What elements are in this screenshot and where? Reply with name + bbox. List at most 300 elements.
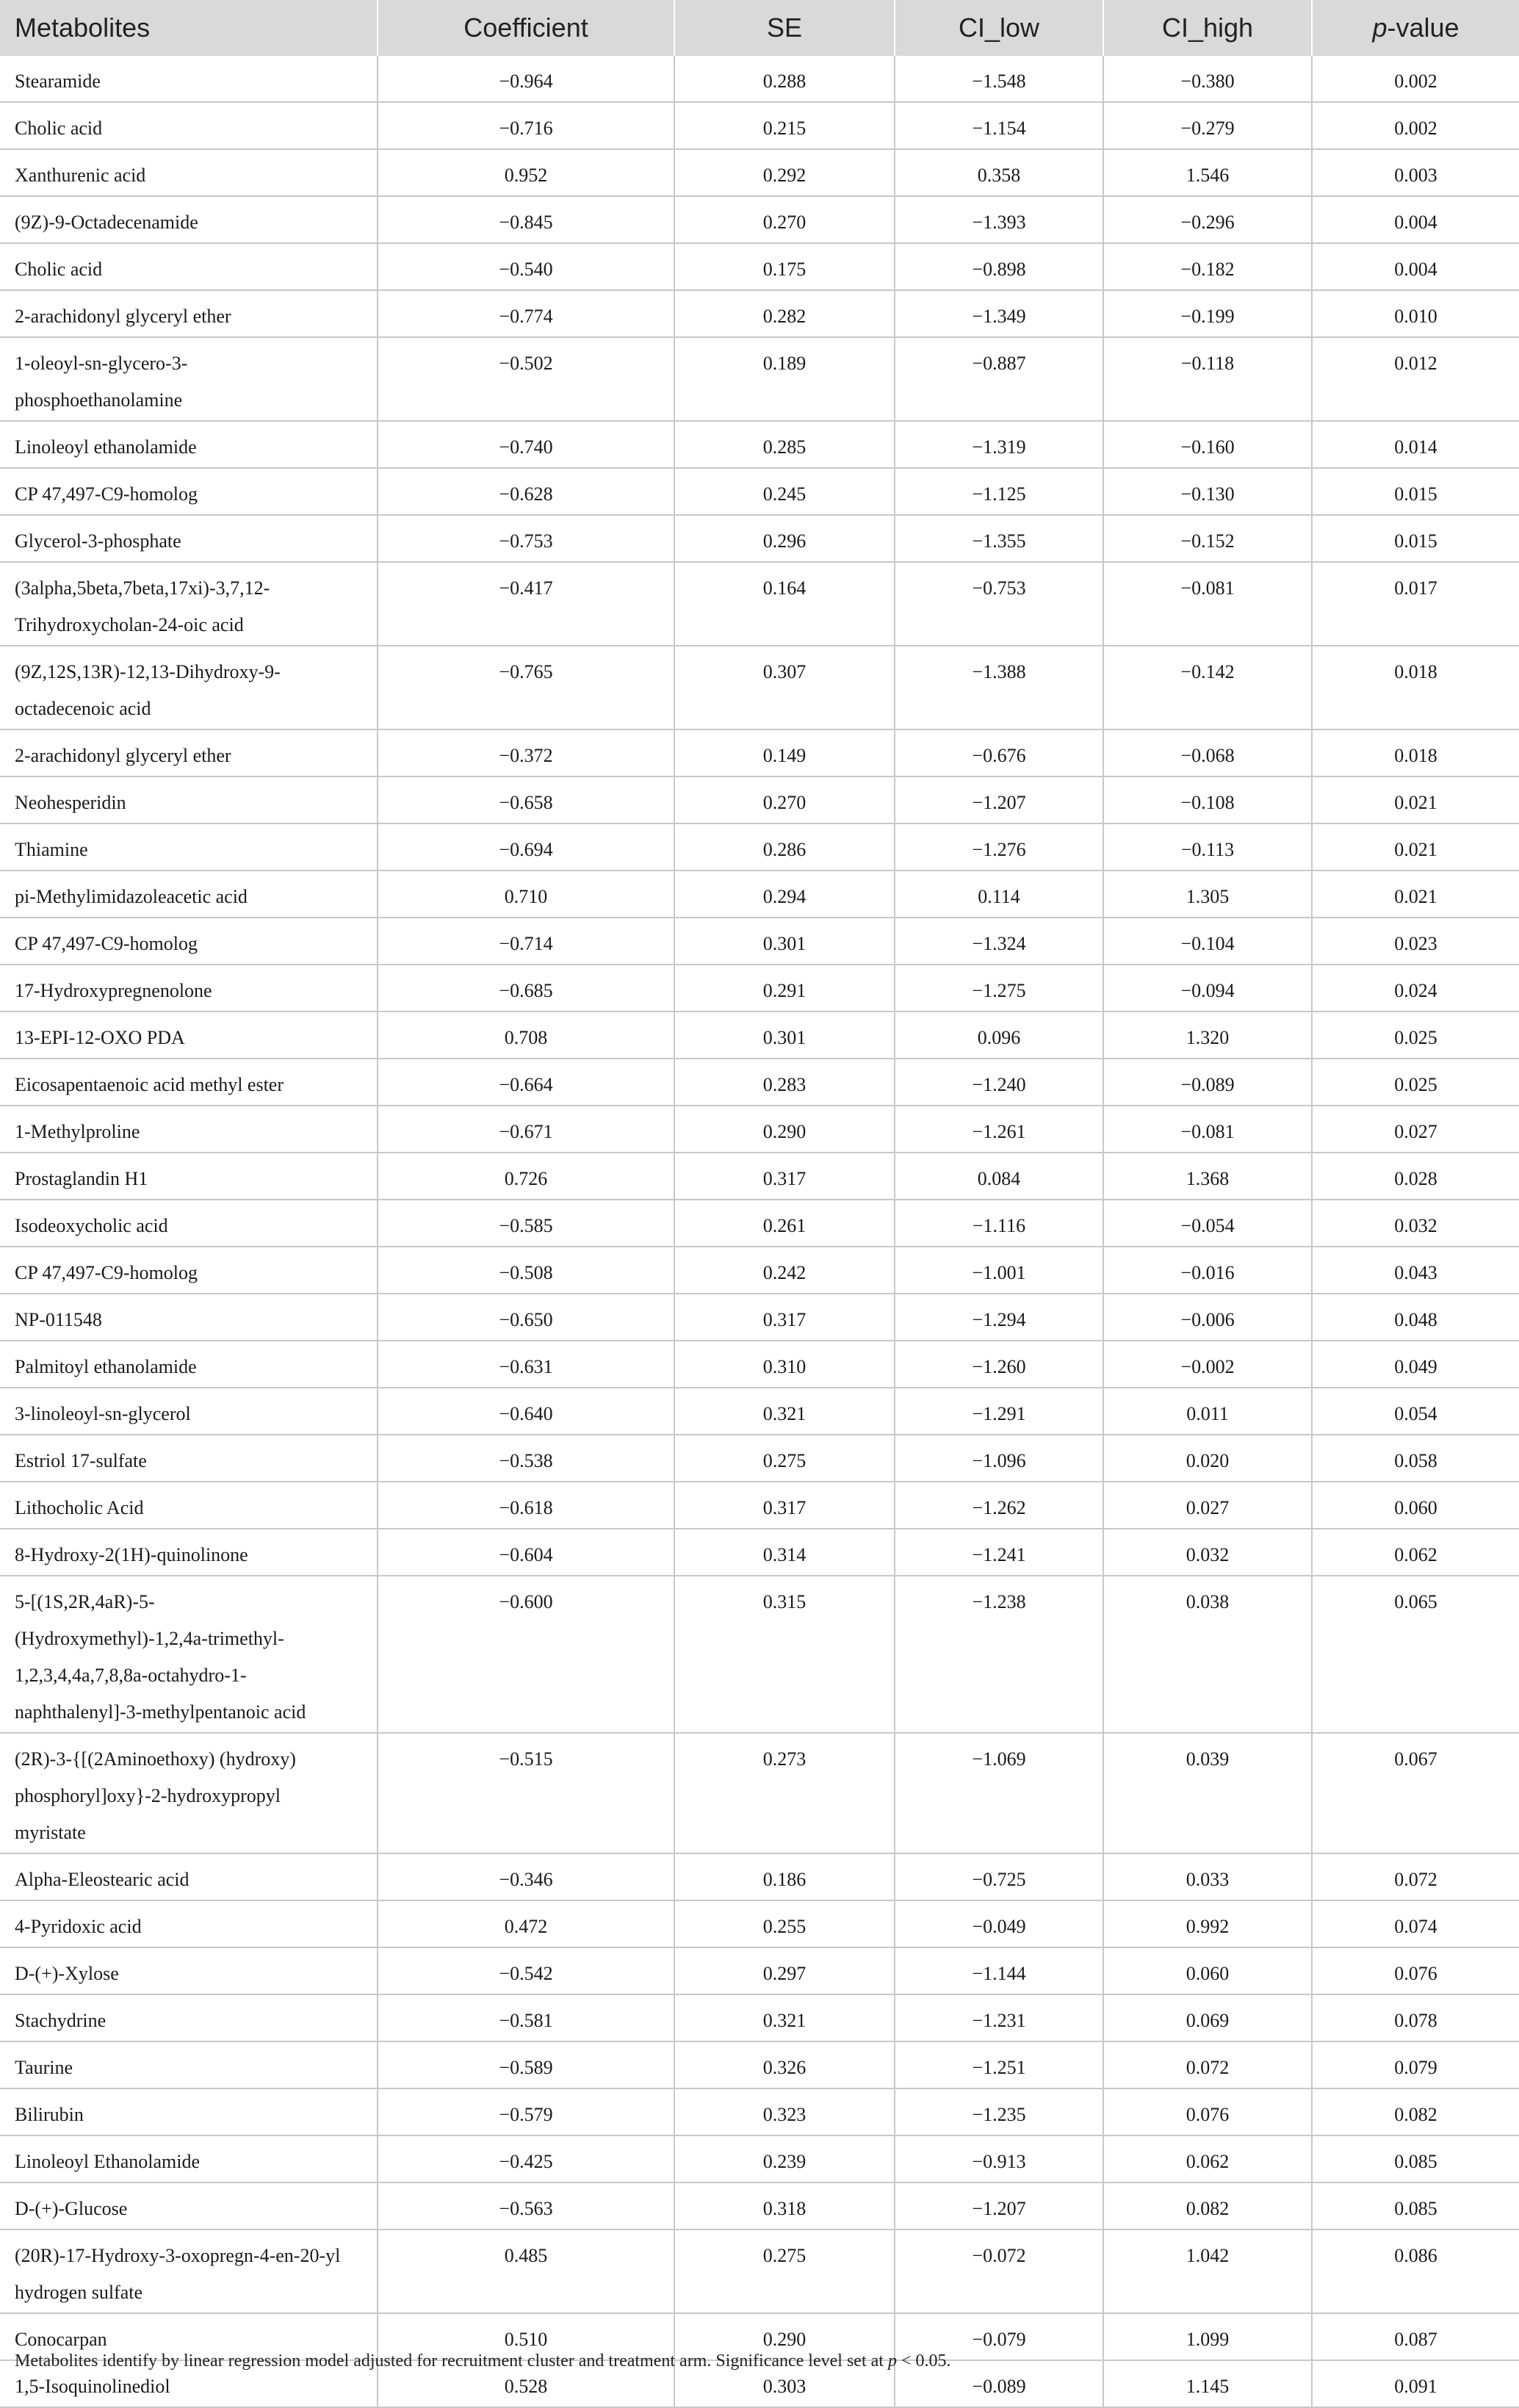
se-cell: 0.261 bbox=[674, 1200, 895, 1247]
p-value-cell: 0.079 bbox=[1312, 2041, 1519, 2088]
ci-low-cell: −0.089 bbox=[895, 2360, 1103, 2407]
ci-high-cell: −0.182 bbox=[1103, 243, 1312, 290]
ci-high-cell: 0.076 bbox=[1103, 2088, 1312, 2135]
coefficient-cell: −0.716 bbox=[378, 102, 674, 149]
metabolite-name: Glycerol-3-phosphate bbox=[0, 515, 378, 562]
coefficient-cell: 0.485 bbox=[378, 2229, 674, 2313]
p-value-cell: 0.027 bbox=[1312, 1106, 1519, 1153]
ci-low-cell: −1.275 bbox=[895, 965, 1103, 1012]
p-value-cell: 0.085 bbox=[1312, 2135, 1519, 2182]
table-row bbox=[0, 1482, 1519, 1529]
se-cell: 0.186 bbox=[674, 1853, 895, 1900]
se-cell: 0.286 bbox=[674, 823, 895, 870]
table-row bbox=[0, 1200, 1519, 1247]
table-row bbox=[0, 1900, 1519, 1947]
coefficient-cell: −0.964 bbox=[378, 56, 674, 102]
ci-low-cell: −0.079 bbox=[895, 2313, 1103, 2360]
footnote-p: p bbox=[887, 2351, 897, 2371]
se-cell: 0.321 bbox=[674, 1388, 895, 1435]
ci-low-cell: 0.358 bbox=[895, 149, 1103, 196]
metabolite-name: Alpha-Eleostearic acid bbox=[0, 1853, 378, 1900]
metabolite-name: Linoleoyl Ethanolamide bbox=[0, 2135, 378, 2182]
ci-high-cell: 0.020 bbox=[1103, 1435, 1312, 1482]
ci-low-cell: −0.753 bbox=[895, 562, 1103, 646]
se-cell: 0.301 bbox=[674, 1012, 895, 1059]
ci-low-cell: −1.319 bbox=[895, 421, 1103, 468]
se-cell: 0.275 bbox=[674, 2229, 895, 2313]
ci-low-cell: −1.388 bbox=[895, 646, 1103, 729]
table-row bbox=[0, 562, 1519, 646]
coefficient-cell: −0.372 bbox=[378, 729, 674, 776]
ci-low-cell: −1.294 bbox=[895, 1294, 1103, 1341]
ci-low-cell: −0.725 bbox=[895, 1853, 1103, 1900]
metabolite-name: (9Z)-9-Octadecenamide bbox=[0, 196, 378, 243]
header-se: SE bbox=[674, 0, 895, 56]
metabolite-name: Neohesperidin bbox=[0, 776, 378, 823]
ci-high-cell: 0.060 bbox=[1103, 1947, 1312, 1994]
coefficient-cell: 0.510 bbox=[378, 2313, 674, 2360]
table-row bbox=[0, 421, 1519, 468]
coefficient-cell: −0.685 bbox=[378, 965, 674, 1012]
se-cell: 0.290 bbox=[674, 1106, 895, 1153]
table-row bbox=[0, 468, 1519, 515]
metabolite-name: Eicosapentaenoic acid methyl ester bbox=[0, 1059, 378, 1106]
p-value-cell: 0.024 bbox=[1312, 965, 1519, 1012]
ci-low-cell: −0.913 bbox=[895, 2135, 1103, 2182]
ci-low-cell: −1.096 bbox=[895, 1435, 1103, 1482]
p-value-cell: 0.058 bbox=[1312, 1435, 1519, 1482]
metabolite-name: Palmitoyl ethanolamide bbox=[0, 1341, 378, 1388]
p-value-cell: 0.023 bbox=[1312, 918, 1519, 965]
se-cell: 0.282 bbox=[674, 290, 895, 337]
ci-high-cell: −0.296 bbox=[1103, 196, 1312, 243]
ci-low-cell: −0.049 bbox=[895, 1900, 1103, 1947]
ci-high-cell: −0.380 bbox=[1103, 56, 1312, 102]
table-row bbox=[0, 1247, 1519, 1294]
coefficient-cell: −0.845 bbox=[378, 196, 674, 243]
ci-high-cell: 0.033 bbox=[1103, 1853, 1312, 1900]
p-value-cell: 0.086 bbox=[1312, 2229, 1519, 2313]
se-cell: 0.273 bbox=[674, 1733, 895, 1853]
metabolite-name: 5-[(1S,2R,4aR)-5-(Hydroxymethyl)-1,2,4a-trimethyl-1,2,3,4,4a,7,8,8a-octahydro-1-naphthalenyl]-3-methylpentanoic acid bbox=[0, 1576, 378, 1733]
p-value-cell: 0.004 bbox=[1312, 243, 1519, 290]
ci-high-cell: 1.546 bbox=[1103, 149, 1312, 196]
coefficient-cell: −0.589 bbox=[378, 2041, 674, 2088]
coefficient-cell: −0.538 bbox=[378, 1435, 674, 1482]
coefficient-cell: 0.472 bbox=[378, 1900, 674, 1947]
p-value-cell: 0.025 bbox=[1312, 1012, 1519, 1059]
ci-low-cell: −1.238 bbox=[895, 1576, 1103, 1733]
ci-high-cell: −0.002 bbox=[1103, 1341, 1312, 1388]
ci-low-cell: −1.144 bbox=[895, 1947, 1103, 1994]
metabolite-name: (3alpha,5beta,7beta,17xi)-3,7,12-Trihydroxycholan-24-oic acid bbox=[0, 562, 378, 646]
metabolite-name: Isodeoxycholic acid bbox=[0, 1200, 378, 1247]
table-row bbox=[0, 729, 1519, 776]
metabolite-name: 3-linoleoyl-sn-glycerol bbox=[0, 1388, 378, 1435]
p-value-cell: 0.015 bbox=[1312, 515, 1519, 562]
se-cell: 0.283 bbox=[674, 1059, 895, 1106]
p-value-cell: 0.014 bbox=[1312, 421, 1519, 468]
table-row bbox=[0, 1059, 1519, 1106]
ci-high-cell: −0.108 bbox=[1103, 776, 1312, 823]
table-row bbox=[0, 290, 1519, 337]
se-cell: 0.239 bbox=[674, 2135, 895, 2182]
header-row bbox=[0, 0, 1519, 56]
header-p-value bbox=[1312, 0, 1519, 56]
ci-low-cell: −1.251 bbox=[895, 2041, 1103, 2088]
ci-high-cell: −0.068 bbox=[1103, 729, 1312, 776]
table-row bbox=[0, 1388, 1519, 1435]
coefficient-cell: −0.740 bbox=[378, 421, 674, 468]
metabolite-name: 1-oleoyl-sn-glycero-3-phosphoethanolamine bbox=[0, 337, 378, 421]
metabolite-name: Lithocholic Acid bbox=[0, 1482, 378, 1529]
p-value-cell: 0.002 bbox=[1312, 102, 1519, 149]
ci-high-cell: 0.032 bbox=[1103, 1529, 1312, 1576]
ci-low-cell: −1.235 bbox=[895, 2088, 1103, 2135]
se-cell: 0.310 bbox=[674, 1341, 895, 1388]
coefficient-cell: −0.658 bbox=[378, 776, 674, 823]
ci-high-cell: 1.320 bbox=[1103, 1012, 1312, 1059]
table-row bbox=[0, 1012, 1519, 1059]
table-row bbox=[0, 870, 1519, 918]
ci-high-cell: −0.016 bbox=[1103, 1247, 1312, 1294]
coefficient-cell: −0.600 bbox=[378, 1576, 674, 1733]
se-cell: 0.296 bbox=[674, 515, 895, 562]
coefficient-cell: −0.765 bbox=[378, 646, 674, 729]
ci-high-cell: 1.099 bbox=[1103, 2313, 1312, 2360]
ci-low-cell: −1.260 bbox=[895, 1341, 1103, 1388]
header-p-rest: -value bbox=[1387, 12, 1460, 43]
table-row bbox=[0, 243, 1519, 290]
table-row bbox=[0, 337, 1519, 421]
metabolite-name: Cholic acid bbox=[0, 243, 378, 290]
ci-high-cell: −0.081 bbox=[1103, 562, 1312, 646]
p-value-cell: 0.004 bbox=[1312, 196, 1519, 243]
se-cell: 0.270 bbox=[674, 196, 895, 243]
p-value-cell: 0.076 bbox=[1312, 1947, 1519, 1994]
ci-low-cell: −1.349 bbox=[895, 290, 1103, 337]
coefficient-cell: −0.540 bbox=[378, 243, 674, 290]
se-cell: 0.321 bbox=[674, 1994, 895, 2041]
metabolite-name: 8-Hydroxy-2(1H)-quinolinone bbox=[0, 1529, 378, 1576]
p-value-cell: 0.072 bbox=[1312, 1853, 1519, 1900]
metabolite-name: pi-Methylimidazoleacetic acid bbox=[0, 870, 378, 918]
metabolite-name: Stearamide bbox=[0, 56, 378, 102]
metabolite-name: CP 47,497-C9-homolog bbox=[0, 918, 378, 965]
metabolite-name: Prostaglandin H1 bbox=[0, 1153, 378, 1200]
ci-low-cell: −1.548 bbox=[895, 56, 1103, 102]
table-row bbox=[0, 1576, 1519, 1733]
p-value-cell: 0.074 bbox=[1312, 1900, 1519, 1947]
ci-high-cell: −0.054 bbox=[1103, 1200, 1312, 1247]
table-footnote bbox=[15, 2350, 950, 2372]
table-row bbox=[0, 776, 1519, 823]
table-row bbox=[0, 2229, 1519, 2313]
ci-high-cell: −0.118 bbox=[1103, 337, 1312, 421]
coefficient-cell: −0.581 bbox=[378, 1994, 674, 2041]
ci-high-cell: 1.368 bbox=[1103, 1153, 1312, 1200]
ci-high-cell: −0.152 bbox=[1103, 515, 1312, 562]
header-coefficient: Coefficient bbox=[378, 0, 674, 56]
metabolite-name: 13-EPI-12-OXO PDA bbox=[0, 1012, 378, 1059]
coefficient-cell: −0.417 bbox=[378, 562, 674, 646]
ci-low-cell: −0.887 bbox=[895, 337, 1103, 421]
p-value-cell: 0.060 bbox=[1312, 1482, 1519, 1529]
ci-high-cell: −0.094 bbox=[1103, 965, 1312, 1012]
table-row bbox=[0, 918, 1519, 965]
se-cell: 0.323 bbox=[674, 2088, 895, 2135]
ci-high-cell: 0.039 bbox=[1103, 1733, 1312, 1853]
table-row bbox=[0, 646, 1519, 729]
ci-low-cell: −1.240 bbox=[895, 1059, 1103, 1106]
ci-low-cell: −1.393 bbox=[895, 196, 1103, 243]
coefficient-cell: −0.631 bbox=[378, 1341, 674, 1388]
se-cell: 0.285 bbox=[674, 421, 895, 468]
table-row bbox=[0, 1853, 1519, 1900]
p-value-cell: 0.025 bbox=[1312, 1059, 1519, 1106]
table-row bbox=[0, 515, 1519, 562]
metabolite-name: Thiamine bbox=[0, 823, 378, 870]
ci-low-cell: −1.291 bbox=[895, 1388, 1103, 1435]
metabolite-name: 2-arachidonyl glyceryl ether bbox=[0, 729, 378, 776]
coefficient-cell: −0.664 bbox=[378, 1059, 674, 1106]
p-value-cell: 0.028 bbox=[1312, 1153, 1519, 1200]
coefficient-cell: −0.346 bbox=[378, 1853, 674, 1900]
ci-high-cell: −0.113 bbox=[1103, 823, 1312, 870]
ci-high-cell: 0.027 bbox=[1103, 1482, 1312, 1529]
table-row bbox=[0, 823, 1519, 870]
p-value-cell: 0.018 bbox=[1312, 646, 1519, 729]
ci-low-cell: −1.262 bbox=[895, 1482, 1103, 1529]
se-cell: 0.301 bbox=[674, 918, 895, 965]
ci-low-cell: −1.207 bbox=[895, 776, 1103, 823]
se-cell: 0.307 bbox=[674, 646, 895, 729]
p-value-cell: 0.049 bbox=[1312, 1341, 1519, 1388]
se-cell: 0.270 bbox=[674, 776, 895, 823]
footnote-text: Metabolites identify by linear regression model adjusted for recruitment cluster and treatment arm. Significance level set at bbox=[15, 2351, 888, 2371]
header-ci-low: CI_low bbox=[895, 0, 1103, 56]
se-cell: 0.245 bbox=[674, 468, 895, 515]
p-value-cell: 0.054 bbox=[1312, 1388, 1519, 1435]
se-cell: 0.317 bbox=[674, 1482, 895, 1529]
table-header bbox=[0, 0, 1519, 56]
coefficient-cell: −0.753 bbox=[378, 515, 674, 562]
p-value-cell: 0.010 bbox=[1312, 290, 1519, 337]
se-cell: 0.189 bbox=[674, 337, 895, 421]
header-ci-high: CI_high bbox=[1103, 0, 1312, 56]
p-value-cell: 0.015 bbox=[1312, 468, 1519, 515]
metabolite-name: Xanthurenic acid bbox=[0, 149, 378, 196]
coefficient-cell: −0.502 bbox=[378, 337, 674, 421]
ci-low-cell: −1.069 bbox=[895, 1733, 1103, 1853]
se-cell: 0.175 bbox=[674, 243, 895, 290]
ci-high-cell: 1.305 bbox=[1103, 870, 1312, 918]
p-value-cell: 0.087 bbox=[1312, 2313, 1519, 2360]
se-cell: 0.315 bbox=[674, 1576, 895, 1733]
ci-high-cell: −0.006 bbox=[1103, 1294, 1312, 1341]
table-row bbox=[0, 2182, 1519, 2229]
metabolite-name: Bilirubin bbox=[0, 2088, 378, 2135]
ci-low-cell: −1.261 bbox=[895, 1106, 1103, 1153]
metabolite-name: 4-Pyridoxic acid bbox=[0, 1900, 378, 1947]
table-row bbox=[0, 56, 1519, 102]
se-cell: 0.314 bbox=[674, 1529, 895, 1576]
coefficient-cell: −0.650 bbox=[378, 1294, 674, 1341]
coefficient-cell: −0.671 bbox=[378, 1106, 674, 1153]
se-cell: 0.297 bbox=[674, 1947, 895, 1994]
p-value-cell: 0.048 bbox=[1312, 1294, 1519, 1341]
ci-low-cell: −1.324 bbox=[895, 918, 1103, 965]
ci-low-cell: 0.084 bbox=[895, 1153, 1103, 1200]
ci-high-cell: −0.081 bbox=[1103, 1106, 1312, 1153]
metabolite-name: NP-011548 bbox=[0, 1294, 378, 1341]
p-value-cell: 0.062 bbox=[1312, 1529, 1519, 1576]
metabolite-name: 17-Hydroxypregnenolone bbox=[0, 965, 378, 1012]
ci-high-cell: 0.062 bbox=[1103, 2135, 1312, 2182]
ci-low-cell: −1.001 bbox=[895, 1247, 1103, 1294]
p-value-cell: 0.002 bbox=[1312, 56, 1519, 102]
metabolite-name: Linoleoyl ethanolamide bbox=[0, 421, 378, 468]
se-cell: 0.317 bbox=[674, 1294, 895, 1341]
ci-low-cell: −1.116 bbox=[895, 1200, 1103, 1247]
ci-low-cell: −0.676 bbox=[895, 729, 1103, 776]
table-row bbox=[0, 1106, 1519, 1153]
se-cell: 0.164 bbox=[674, 562, 895, 646]
se-cell: 0.242 bbox=[674, 1247, 895, 1294]
table-row bbox=[0, 1341, 1519, 1388]
p-value-cell: 0.021 bbox=[1312, 823, 1519, 870]
header-p-italic: p bbox=[1372, 12, 1388, 43]
coefficient-cell: −0.640 bbox=[378, 1388, 674, 1435]
p-value-cell: 0.032 bbox=[1312, 1200, 1519, 1247]
ci-low-cell: −0.072 bbox=[895, 2229, 1103, 2313]
ci-high-cell: 0.038 bbox=[1103, 1576, 1312, 1733]
ci-low-cell: 0.114 bbox=[895, 870, 1103, 918]
p-value-cell: 0.017 bbox=[1312, 562, 1519, 646]
table-row bbox=[0, 1294, 1519, 1341]
ci-low-cell: −0.898 bbox=[895, 243, 1103, 290]
coefficient-cell: −0.618 bbox=[378, 1482, 674, 1529]
ci-high-cell: 0.082 bbox=[1103, 2182, 1312, 2229]
ci-high-cell: −0.104 bbox=[1103, 918, 1312, 965]
ci-high-cell: 0.011 bbox=[1103, 1388, 1312, 1435]
coefficient-cell: 0.726 bbox=[378, 1153, 674, 1200]
coefficient-cell: 0.952 bbox=[378, 149, 674, 196]
table-row bbox=[0, 102, 1519, 149]
p-value-cell: 0.021 bbox=[1312, 776, 1519, 823]
table-row bbox=[0, 965, 1519, 1012]
metabolite-name: 2-arachidonyl glyceryl ether bbox=[0, 290, 378, 337]
ci-high-cell: −0.160 bbox=[1103, 421, 1312, 468]
table-row bbox=[0, 1435, 1519, 1482]
coefficient-cell: 0.708 bbox=[378, 1012, 674, 1059]
se-cell: 0.317 bbox=[674, 1153, 895, 1200]
metabolite-name: (2R)-3-{[(2Aminoethoxy) (hydroxy) phosphoryl]oxy}-2-hydroxypropyl myristate bbox=[0, 1733, 378, 1853]
ci-high-cell: 1.042 bbox=[1103, 2229, 1312, 2313]
ci-low-cell: −1.207 bbox=[895, 2182, 1103, 2229]
p-value-cell: 0.067 bbox=[1312, 1733, 1519, 1853]
table-row bbox=[0, 196, 1519, 243]
coefficient-cell: −0.628 bbox=[378, 468, 674, 515]
metabolite-name: (20R)-17-Hydroxy-3-oxopregn-4-en-20-yl hydrogen sulfate bbox=[0, 2229, 378, 2313]
ci-low-cell: −1.125 bbox=[895, 468, 1103, 515]
p-value-cell: 0.078 bbox=[1312, 1994, 1519, 2041]
metabolite-name: 1,5-Isoquinolinediol bbox=[0, 2360, 378, 2407]
coefficient-cell: −0.774 bbox=[378, 290, 674, 337]
metabolite-name: Conocarpan bbox=[0, 2313, 378, 2360]
metabolite-name: Cholic acid bbox=[0, 102, 378, 149]
p-value-cell: 0.021 bbox=[1312, 870, 1519, 918]
metabolite-name: Estriol 17-sulfate bbox=[0, 1435, 378, 1482]
ci-high-cell: 0.992 bbox=[1103, 1900, 1312, 1947]
table-row bbox=[0, 2041, 1519, 2088]
p-value-cell: 0.012 bbox=[1312, 337, 1519, 421]
coefficient-cell: −0.694 bbox=[378, 823, 674, 870]
se-cell: 0.318 bbox=[674, 2182, 895, 2229]
se-cell: 0.292 bbox=[674, 149, 895, 196]
footnote-threshold: < 0.05. bbox=[896, 2351, 951, 2371]
se-cell: 0.294 bbox=[674, 870, 895, 918]
table-row bbox=[0, 2135, 1519, 2182]
ci-low-cell: −1.231 bbox=[895, 1994, 1103, 2041]
metabolite-name: Taurine bbox=[0, 2041, 378, 2088]
ci-high-cell: −0.089 bbox=[1103, 1059, 1312, 1106]
se-cell: 0.290 bbox=[674, 2313, 895, 2360]
coefficient-cell: −0.425 bbox=[378, 2135, 674, 2182]
metabolite-name: CP 47,497-C9-homolog bbox=[0, 1247, 378, 1294]
coefficient-cell: −0.563 bbox=[378, 2182, 674, 2229]
coefficient-cell: 0.528 bbox=[378, 2360, 674, 2407]
table-row bbox=[0, 1947, 1519, 1994]
ci-high-cell: 1.145 bbox=[1103, 2360, 1312, 2407]
metabolite-name: Stachydrine bbox=[0, 1994, 378, 2041]
coefficient-cell: −0.579 bbox=[378, 2088, 674, 2135]
p-value-cell: 0.085 bbox=[1312, 2182, 1519, 2229]
metabolite-name: CP 47,497-C9-homolog bbox=[0, 468, 378, 515]
se-cell: 0.326 bbox=[674, 2041, 895, 2088]
coefficient-cell: −0.604 bbox=[378, 1529, 674, 1576]
p-value-cell: 0.003 bbox=[1312, 149, 1519, 196]
coefficient-cell: 0.710 bbox=[378, 870, 674, 918]
p-value-cell: 0.065 bbox=[1312, 1576, 1519, 1733]
ci-high-cell: −0.130 bbox=[1103, 468, 1312, 515]
metabolite-name: 1-Methylproline bbox=[0, 1106, 378, 1153]
coefficient-cell: −0.714 bbox=[378, 918, 674, 965]
coefficient-cell: −0.542 bbox=[378, 1947, 674, 1994]
ci-high-cell: −0.142 bbox=[1103, 646, 1312, 729]
ci-high-cell: −0.279 bbox=[1103, 102, 1312, 149]
ci-low-cell: −1.154 bbox=[895, 102, 1103, 149]
p-value-cell: 0.091 bbox=[1312, 2360, 1519, 2407]
header-metabolites: Metabolites bbox=[0, 0, 378, 56]
p-value-cell: 0.043 bbox=[1312, 1247, 1519, 1294]
ci-low-cell: 0.096 bbox=[895, 1012, 1103, 1059]
coefficient-cell: −0.585 bbox=[378, 1200, 674, 1247]
table-body bbox=[0, 56, 1519, 2407]
se-cell: 0.303 bbox=[674, 2360, 895, 2407]
se-cell: 0.149 bbox=[674, 729, 895, 776]
se-cell: 0.215 bbox=[674, 102, 895, 149]
se-cell: 0.255 bbox=[674, 1900, 895, 1947]
ci-high-cell: 0.069 bbox=[1103, 1994, 1312, 2041]
se-cell: 0.291 bbox=[674, 965, 895, 1012]
coefficient-cell: −0.515 bbox=[378, 1733, 674, 1853]
table-row bbox=[0, 1994, 1519, 2041]
ci-low-cell: −1.241 bbox=[895, 1529, 1103, 1576]
table-row bbox=[0, 1529, 1519, 1576]
ci-low-cell: −1.276 bbox=[895, 823, 1103, 870]
p-value-cell: 0.082 bbox=[1312, 2088, 1519, 2135]
